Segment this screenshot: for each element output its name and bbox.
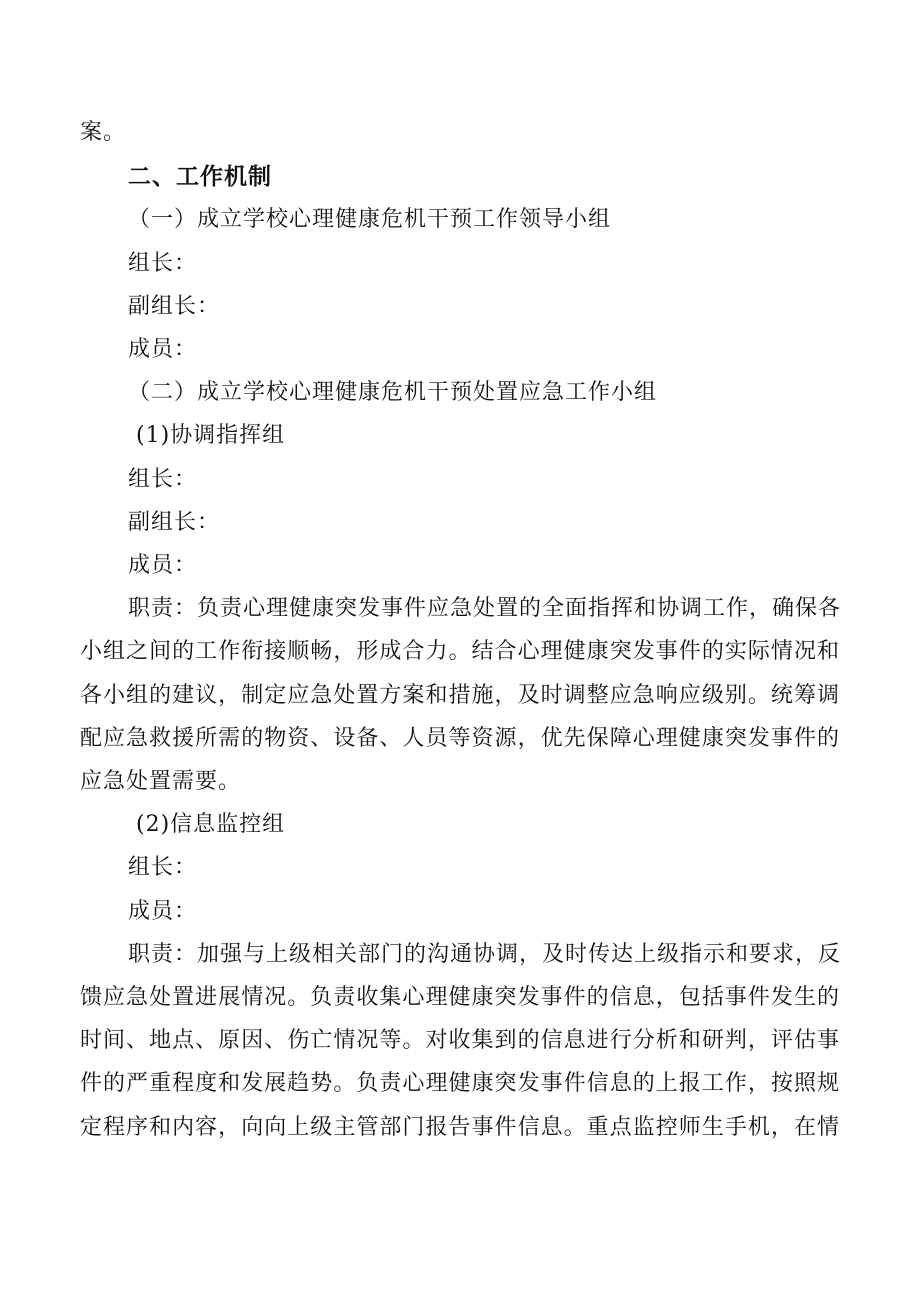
- members-label: 成员：: [128, 337, 198, 362]
- duty-paragraph-line: 职责：加强与上级相关部门的沟通协调，及时传达上级指示和要求，反: [128, 942, 842, 967]
- subsection-heading-leadership: （一）成立学校心理健康危机干预工作领导小组: [128, 207, 612, 232]
- members-label: 成员：: [128, 899, 198, 924]
- group-title-monitoring: (2)信息监控组: [136, 812, 286, 837]
- deputy-leader-label: 副组长：: [128, 294, 221, 319]
- duty-paragraph-line: 职责：负责心理健康突发事件应急处置的全面指挥和协调工作，确保各: [128, 596, 842, 621]
- duty-paragraph-line: 件的严重程度和发展趋势。负责心理健康突发事件信息的上报工作，按照规: [80, 1071, 840, 1096]
- duty-paragraph-line: 各小组的建议，制定应急处置方案和措施，及时调整应急响应级别。统筹调: [80, 683, 840, 708]
- duty-paragraph-line: 时间、地点、原因、伤亡情况等。对收集到的信息进行分析和研判，评估事: [80, 1028, 840, 1053]
- subsection-heading-emergency: （二）成立学校心理健康危机干预处置应急工作小组: [128, 380, 658, 405]
- deputy-leader-label: 副组长：: [128, 510, 221, 535]
- duty-paragraph-line: 配应急救援所需的物资、设备、人员等资源，优先保障心理健康突发事件的: [80, 726, 840, 751]
- paragraph-tail: 案。: [80, 120, 127, 145]
- members-label: 成员：: [128, 553, 198, 578]
- leader-label: 组长：: [128, 251, 198, 276]
- leader-label: 组长：: [128, 467, 198, 492]
- duty-paragraph-line: 应急处置需要。: [80, 769, 242, 794]
- duty-paragraph-line: 定程序和内容，向向上级主管部门报告事件信息。重点监控师生手机，在情: [80, 1115, 840, 1140]
- duty-paragraph-line: 馈应急处置进展情况。负责收集心理健康突发事件的信息，包括事件发生的: [80, 985, 840, 1010]
- section-heading: 二、工作机制: [128, 164, 272, 190]
- leader-label: 组长：: [128, 855, 198, 880]
- duty-paragraph-line: 小组之间的工作衔接顺畅，形成合力。结合心理健康突发事件的实际情况和: [80, 639, 840, 664]
- group-title-coordination: (1)协调指挥组: [136, 423, 286, 448]
